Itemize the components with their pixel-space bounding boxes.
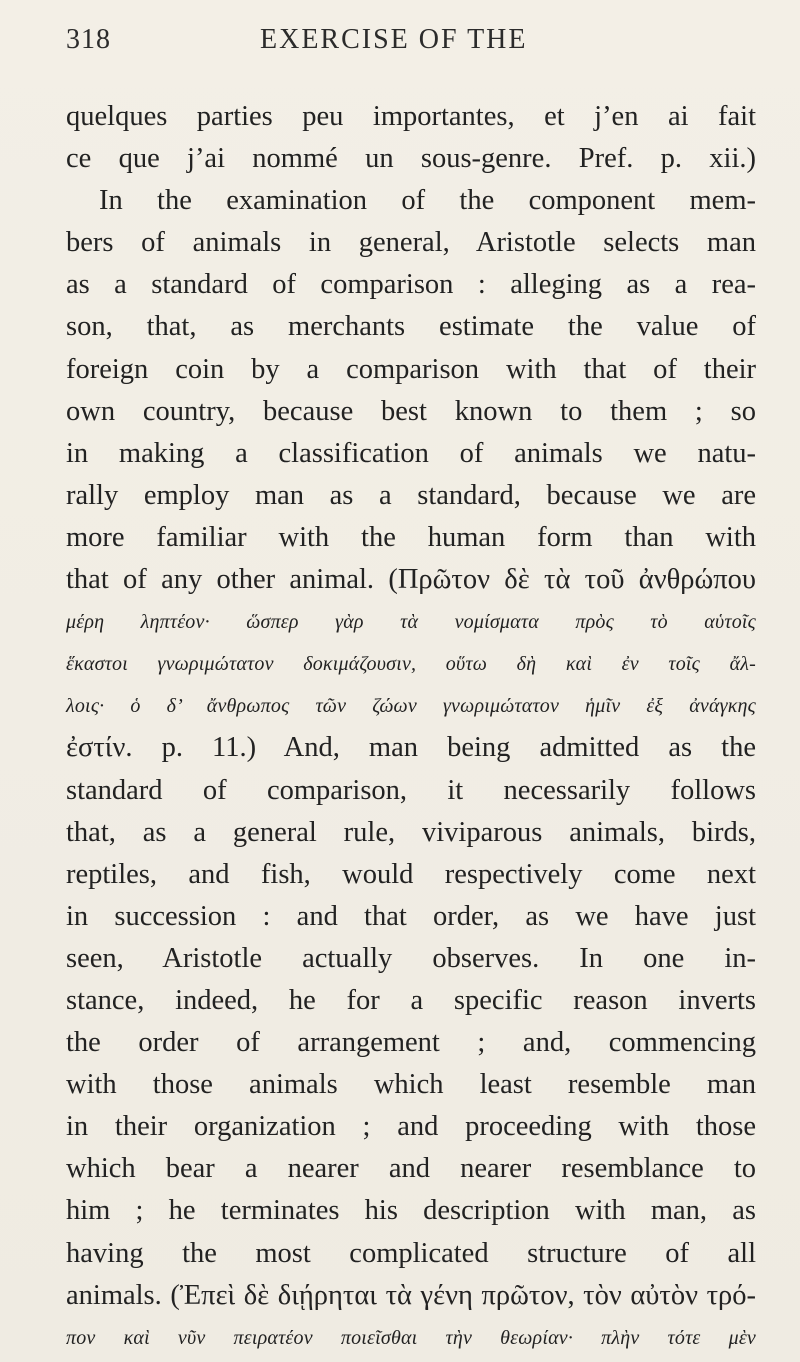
text-line: bers of animals in general, Aristotle selects man — [66, 227, 756, 259]
text-line: μέρη ληπτέον· ὥσπερ γὰρ τὰ νομίσματα πρὸς τὸ αὑτοῖς — [66, 611, 756, 634]
text-line: him ; he terminates his description with man, as — [66, 1195, 756, 1227]
text-line: standard of comparison, it necessarily follows — [66, 774, 756, 806]
text-line: animals. (Ἐπεὶ δὲ διῄρηται τὰ γένη πρῶτον, τὸν αὐτὸν τρό- — [66, 1279, 756, 1311]
text-line: own country, because best known to them ; so — [66, 395, 756, 427]
text-line: with those animals which least resemble man — [66, 1069, 756, 1101]
text-line: which bear a nearer and nearer resemblance to — [66, 1153, 756, 1185]
text-line: ἐστίν. p. 11.) And, man being admitted as the — [66, 732, 756, 764]
text-line: rally employ man as a standard, because we are — [66, 479, 756, 511]
text-line: ἕκαστοι γνωριμώτατον δοκιμάζουσιν, οὕτω δὴ καὶ ἐν τοῖς ἄλ- — [66, 653, 756, 676]
text-line: reptiles, and fish, would respectively come next — [66, 858, 756, 890]
text-line: λοις· ὁ δ’ ἄνθρωπος τῶν ζώων γνωριμώτατον ἡμῖν ἐξ ἀνάγκης — [66, 695, 756, 718]
text-line: quelques parties peu importantes, et j’en ai fait — [66, 101, 756, 132]
running-head: EXERCISE OF THE — [260, 24, 528, 55]
page-header — [66, 24, 760, 64]
text-line: In the examination of the component mem- — [99, 185, 756, 217]
text-line: that, as a general rule, viviparous animals, birds, — [66, 816, 756, 848]
text-line: as a standard of comparison : alleging as a rea- — [66, 269, 756, 301]
body-text — [66, 96, 756, 1359]
page-number: 318 — [66, 24, 111, 55]
text-line: having the most complicated structure of all — [66, 1237, 756, 1269]
text-line: that of any other animal. (Πρῶτον δὲ τὰ τοῦ ἀνθρώπου — [66, 564, 756, 596]
text-line: son, that, as merchants estimate the value of — [66, 311, 756, 343]
text-line: the order of arrangement ; and, commencing — [66, 1027, 756, 1059]
text-line: seen, Aristotle actually observes. In one in- — [66, 942, 756, 974]
text-line: πον καὶ νῦν πειρατέον ποιεῖσθαι τὴν θεωρίαν· πλὴν τότε μὲν — [66, 1326, 756, 1349]
text-line: foreign coin by a comparison with that of their — [66, 353, 756, 385]
text-line: in succession : and that order, as we have just — [66, 900, 756, 932]
text-line: stance, indeed, he for a specific reason inverts — [66, 984, 756, 1016]
text-line: in their organization ; and proceeding with those — [66, 1111, 756, 1143]
text-line: more familiar with the human form than with — [66, 521, 756, 553]
text-line: ce que j’ai nommé un sous-genre. Pref. p. xii.) — [66, 143, 756, 175]
text-line: in making a classification of animals we natu- — [66, 437, 756, 469]
